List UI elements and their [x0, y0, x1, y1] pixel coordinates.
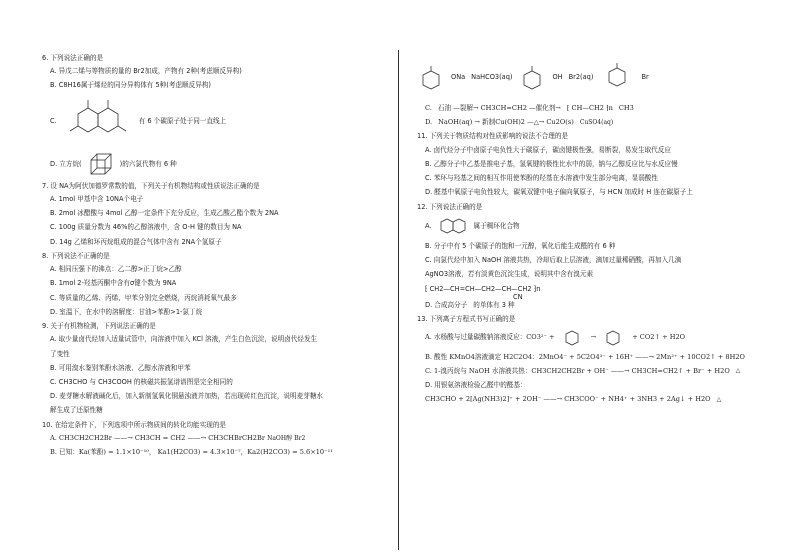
q12-option-a [425, 216, 762, 236]
methyl-group-label: CH3 [618, 104, 634, 112]
q6-option-c [50, 96, 387, 146]
q13-d-condition: △ [716, 395, 722, 403]
right-column [417, 54, 762, 409]
question-9 [42, 322, 387, 415]
q13-a-end: + CO2↑ + H2O [632, 333, 686, 342]
q9-option-c: C. CH3CHO 与 CH3COOH 的核磁共振氢谱谱图是完全相同的 [50, 377, 233, 386]
naphthalene-structure-icon [438, 216, 468, 236]
q13-c-text: C. 1-溴丙烷与 NaOH 水溶液共热：CH3CH2CH2Br + OH⁻ ——→ CH3CH=CH2↑ + Br⁻ + H2O [425, 366, 730, 375]
q6-option-b: B. C8H16属于烯烃的同分异构体有 5种(考虑顺反异构) [50, 81, 211, 90]
question-8 [42, 252, 387, 316]
question-10 [42, 421, 387, 457]
q13-d-eq: CH3CHO + 2[Ag(NH3)2]⁺ + 2OH⁻ ——→ CH3COO⁻ + NH4⁺ + 3NH3 + 2Ag↓ + H2O [425, 395, 711, 404]
phenoxide-conversion-scheme [417, 54, 762, 100]
right-option-d [425, 118, 762, 126]
q13-option-b: B. 酸性 KMnO4溶液滴定 H2C2O4：2MnO4⁻ + 5C2O4²⁻ + 16H⁺ ——→ 2Mn²⁺ + 10CO2↑ + 8H2O [425, 352, 745, 361]
q6-c-label: C. [50, 116, 57, 125]
right-c-text: 石油 —裂解→ CH3CH=CH2 —催化剂→ [437, 104, 561, 112]
q7-option-a: A. 1mol 甲基中含 10NA个电子 [50, 194, 144, 203]
q12-d-text: 的单体有 3 种 [473, 301, 515, 310]
biphenyl-structure-icon [63, 96, 133, 146]
question-12 [417, 203, 762, 310]
q10-option-a-text: A. CH3CH2CH2Br ——→ CH3CH = CH2 ——→ CH3CHBrCH2Br [50, 433, 265, 442]
q12-option-d [425, 285, 762, 310]
q6-option-d [50, 152, 387, 176]
q8-stem: 8. 下列说法不正确的是 [42, 251, 110, 260]
q11-option-a: A. 卤代烃分子中卤原子电负性大于碳原子，碳卤键极性强，易断裂，易发生取代反应 [425, 145, 671, 154]
reagent-label-2: Br2(aq) [568, 72, 594, 81]
q10-option-a [50, 434, 387, 443]
q12-option-b: B. 分子中有 5 个碳原子的饱和一元醇，氧化后能生成醛的有 6 种 [425, 241, 616, 250]
right-d-condition: CuSO4(aq) [579, 118, 614, 126]
question-13 [417, 315, 762, 403]
q12-d-label: D. 合成高分子 [425, 301, 468, 310]
right-d-label: D. [425, 118, 433, 127]
q13-a-arrow: → [590, 333, 597, 342]
q12-option-c-line1: C. 向氯代烃中加入 NaOH 溶液共热，冷却后取上层溶液，滴加过量稀硝酸，再加入几滴 [425, 256, 682, 265]
sodium-phenoxide-structure-icon [417, 57, 445, 97]
q13-option-d: D. 用银氨溶液检验乙醛中的醛基： [425, 380, 527, 389]
q9-stem: 9. 关于有机物检测，下列说法正确的是 [42, 322, 156, 331]
q8-option-d: D. 室温下，在水中的溶解度：甘油>苯酚>1-氯丁烷 [50, 307, 203, 316]
polypropylene-repeat-unit: ⁅ CH—CH2 ⁆n [566, 104, 613, 112]
ona-label: ONa [451, 72, 466, 81]
q13-a-text: A. 水杨酸与过量碳酸钠溶液反应：CO3²⁻ + [425, 333, 555, 342]
left-column [42, 54, 387, 463]
q9-option-b: B. 可用溴水鉴别苯酚水溶液、乙醇水溶液和甲苯 [50, 363, 191, 372]
q7-stem: 7. 设 NA为阿伏加德罗常数的值，下列关于有机物结构或性质说法正确的是 [42, 181, 260, 190]
q7-option-c: C. 100g 质量分数为 46%的乙醇溶液中，含 O-H 键的数目为 NA [50, 223, 242, 232]
bromine-label: Br [641, 72, 649, 81]
oh-label: OH [552, 72, 563, 81]
q12-d-polymer: ⁅ CH2—CH=CH—CH2—CH—CH2 ⁆n [425, 284, 541, 293]
q6-d-label: D. 立方烷( [50, 159, 82, 168]
q8-option-b: B. 1mol 2-羟基丙酮中含有σ键个数为 9NA [50, 279, 177, 288]
q13-c-condition: △ [735, 367, 741, 375]
tribromophenol-structure-icon [599, 54, 635, 100]
q11-option-d: D. 醛基中氧原子电负性较大，碳氧双键中电子偏向氧原子，与 HCN 加成时 H 连在碳原子上 [425, 188, 693, 197]
q10-a-condition-2: Br2 [294, 434, 306, 442]
q12-a-text: 属于稠环化合物 [473, 221, 520, 230]
q13-option-d-equation [425, 395, 762, 403]
phenol-structure-icon [518, 57, 546, 97]
q7-option-b: B. 2mol 冰醋酸与 4mol 乙醇一定条件下充分反应，生成乙酸乙酯个数为 2NA [50, 209, 279, 218]
q12-a-label: A. [425, 221, 432, 230]
q8-option-c: C. 等质量的乙烯、丙烯、甲苯分别完全燃烧，丙烷消耗氧气最多 [50, 293, 237, 302]
q6-option-a: A. 异戊二烯与等物质的量的 Br2加成，产物有 2种(考虑顺反异构) [50, 67, 242, 76]
right-d-text: NaOH(aq) → 新制Cu(OH)2 —△→ Cu2O(s) [438, 118, 574, 127]
q12-option-c-line2: AgNO3溶液，若有淡黄色沉淀生成，说明其中含有溴元素 [425, 270, 594, 279]
q6-stem: 6. 下列说法正确的是 [42, 54, 104, 62]
question-7 [42, 182, 387, 246]
cubane-structure-icon [88, 152, 114, 176]
q13-option-c [425, 367, 762, 375]
q11-option-c: C. 苯环与羟基之间的相互作用使苯酚的羟基在水溶液中发生部分电离，显弱酸性 [425, 174, 658, 183]
q12-stem: 12. 下列说法正确的是 [417, 202, 483, 211]
q7-option-d: D. 14g 乙烯和环丙烷组成的混合气体中含有 2NA个氢原子 [50, 237, 222, 246]
q12-d-row [425, 301, 762, 309]
reagent-label-1: NaHCO3(aq) [471, 72, 513, 81]
q8-option-a: A. 相同压强下的沸点：乙二醇>正丁烷>乙醇 [50, 265, 182, 274]
question-6 [42, 54, 387, 176]
salicylic-acid-structure-icon [561, 329, 585, 347]
right-option-c [425, 104, 762, 112]
q9-option-d-line1: D. 麦芽糖水解液碱化后，加入新制氢氧化铜悬浊液并加热，若出现砖红色沉淀，说明麦芽糖水 [50, 392, 324, 401]
q11-stem: 11. 下列关于物质结构对性质影响的说法不合理的是 [417, 132, 569, 141]
q10-option-b: B. 已知：Ka(苯酚) = 1.1×10⁻¹⁰， Ka1(H2CO3) = 4.3×10⁻⁷，Ka2(H2CO3) = 5.6×10⁻¹¹ [50, 448, 333, 457]
salicylate-structure-icon [602, 329, 626, 347]
question-11 [417, 132, 762, 196]
q9-option-a-line2: 了变性 [50, 349, 70, 358]
q13-option-a [425, 329, 762, 347]
q11-option-b: B. 乙醇分子中乙基是推电子基，氢氧键的极性比水中的弱，钠与乙醇反应比与水反应慢 [425, 159, 678, 168]
q9-option-d-line2: 解生成了还原性糖 [50, 406, 103, 415]
q6-d-text: )的六氯代物有 6 种 [119, 159, 177, 168]
q12-d-cn: CN [513, 292, 523, 301]
q13-stem: 13. 下列离子方程式书写正确的是 [417, 315, 516, 324]
q10-stem: 10. 在给定条件下，下列选项中所示物质间的转化均能实现的是 [42, 420, 227, 429]
q10-a-condition-1: NaOH醇 [267, 434, 293, 442]
right-c-label: C. [425, 104, 432, 112]
column-divider [398, 50, 399, 550]
q6-c-text: 有 6 个碳原子处于同一直线上 [138, 116, 227, 125]
q9-option-a-line1: A. 取少量卤代烃加入适量试管中，向溶液中加入 KCl 溶液，产生白色沉淀，说明卤代烃发生 [50, 335, 318, 344]
